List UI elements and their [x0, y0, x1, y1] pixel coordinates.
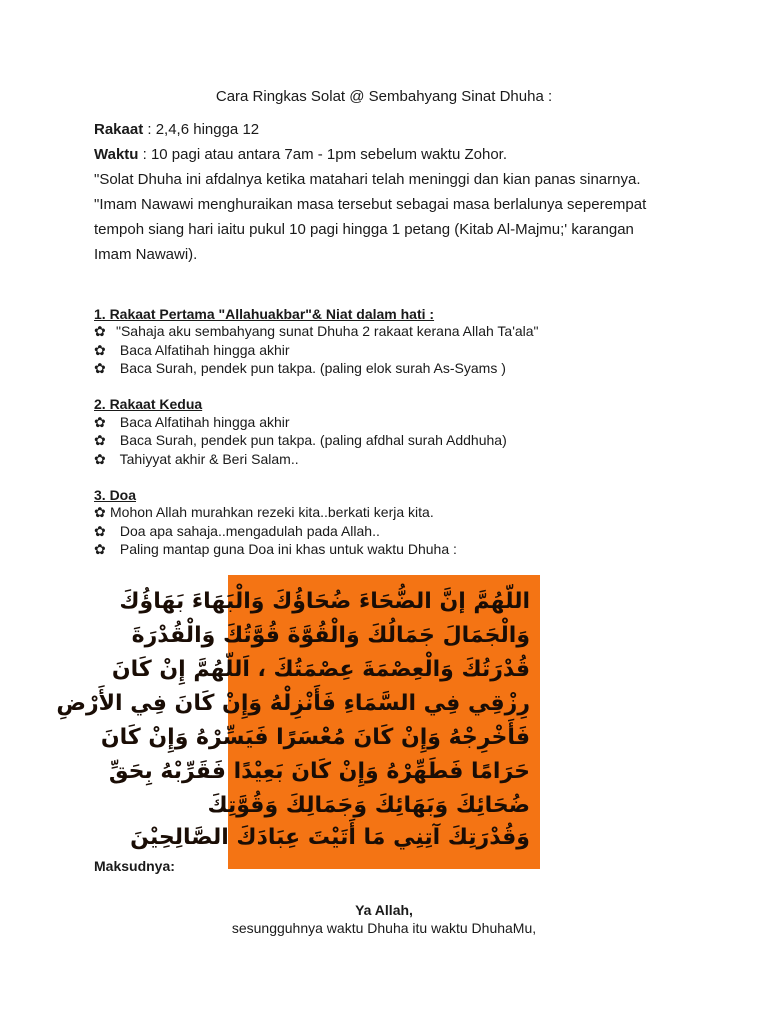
- doa-line: رِزْقِي فِي السَّمَاءِ فَأَنْزِلْهُ وَإِنْ كَانَ فِي الأَرْضِ: [56, 691, 530, 716]
- intro-line: Imam Nawawi).: [94, 246, 198, 263]
- list-item: ✿ Baca Alfatihah hingga akhir: [94, 414, 290, 430]
- section-heading: 1. Rakaat Pertama "Allahuakbar"& Niat dalam hati :: [94, 306, 435, 322]
- page-title: Cara Ringkas Solat @ Sembahyang Sinat Dhuha :: [215, 88, 553, 105]
- list-item: ✿ "Sahaja aku sembahyang sunat Dhuha 2 rakaat kerana Allah Ta'ala": [94, 323, 539, 339]
- list-item: ✿ Mohon Allah murahkan rezeki kita..berkati kerja kita.: [94, 504, 434, 520]
- flower-icon: ✿: [94, 323, 106, 339]
- intro-line: "Solat Dhuha ini afdalnya ketika matahari telah meninggi dan kian panas sinarnya.: [94, 171, 641, 188]
- flower-icon: ✿: [94, 342, 106, 358]
- waktu-line: [94, 146, 507, 163]
- rakaat-line: [94, 121, 259, 138]
- doa-line: وَقُدْرَتِكَ آتِنِي مَا أَتَيْتَ عِبَادَكَ الصَّالِحِيْنَ: [130, 825, 530, 850]
- section-heading: 2. Rakaat Kedua: [94, 396, 203, 412]
- translation-line: sesungguhnya waktu Dhuha itu waktu DhuhaMu,: [231, 920, 537, 936]
- flower-icon: ✿: [94, 541, 106, 557]
- maksudnya-label: Maksudnya:: [94, 858, 175, 874]
- list-item: ✿ Tahiyyat akhir & Beri Salam..: [94, 451, 299, 467]
- flower-icon: ✿: [94, 414, 106, 430]
- waktu-label: Waktu: [94, 146, 139, 163]
- doa-line: حَرَامًا فَطَهِّرْهُ وَإِنْ كَانَ بَعِيْدًا فَقَرِّبْهُ بِحَقِّ: [108, 759, 530, 784]
- flower-icon: ✿: [94, 432, 106, 448]
- doa-line: وَالْجَمَالَ جَمَالُكَ وَالْقُوَّةَ قُوَّتُكَ وَالْقُدْرَةَ: [131, 623, 530, 648]
- doa-line: ضُحَائِكَ وَبَهَائِكَ وَجَمَالِكَ وَقُوَّتِكَ: [207, 793, 530, 818]
- translation-line: Ya Allah,: [355, 902, 413, 918]
- intro-line: tempoh siang hari iaitu pukul 10 pagi hingga 1 petang (Kitab Al-Majmu;' karangan: [94, 221, 634, 238]
- list-item: ✿ Baca Surah, pendek pun takpa. (paling elok surah As-Syams ): [94, 360, 506, 376]
- list-item: ✿ Baca Surah, pendek pun takpa. (paling afdhal surah Addhuha): [94, 432, 507, 448]
- list-item: ✿ Paling mantap guna Doa ini khas untuk waktu Dhuha :: [94, 541, 457, 557]
- doa-line: قُدْرَتُكَ وَالْعِصْمَةَ عِصْمَتُكَ ، اَللّهُمَّ إِنْ كَانَ: [111, 657, 530, 682]
- doa-line: فَأَخْرِجْهُ وَإِنْ كَانَ مُعْسَرًا فَيَسِّرْهُ وَإِنْ كَانَ: [100, 725, 530, 750]
- rakaat-value: : 2,4,6 hingga 12: [143, 121, 260, 138]
- intro-line: "Imam Nawawi menghuraikan masa tersebut sebagai masa berlalunya seperempat: [94, 196, 647, 213]
- flower-icon: ✿: [94, 523, 106, 539]
- flower-icon: ✿: [94, 360, 106, 376]
- section-heading: 3. Doa: [94, 487, 137, 503]
- waktu-value: : 10 pagi atau antara 7am - 1pm sebelum waktu Zohor.: [138, 146, 507, 163]
- rakaat-label: Rakaat: [94, 121, 144, 138]
- list-item: ✿ Doa apa sahaja..mengadulah pada Allah..: [94, 523, 380, 539]
- doa-line: اللّهُمَّ إنَّ الضُّحَاءَ ضُحَاؤُكَ وَالْبَهَاءَ بَهَاؤُكَ: [119, 589, 530, 614]
- list-item: ✿ Baca Alfatihah hingga akhir: [94, 342, 290, 358]
- flower-icon: ✿: [94, 451, 106, 467]
- flower-icon: ✿: [94, 504, 106, 520]
